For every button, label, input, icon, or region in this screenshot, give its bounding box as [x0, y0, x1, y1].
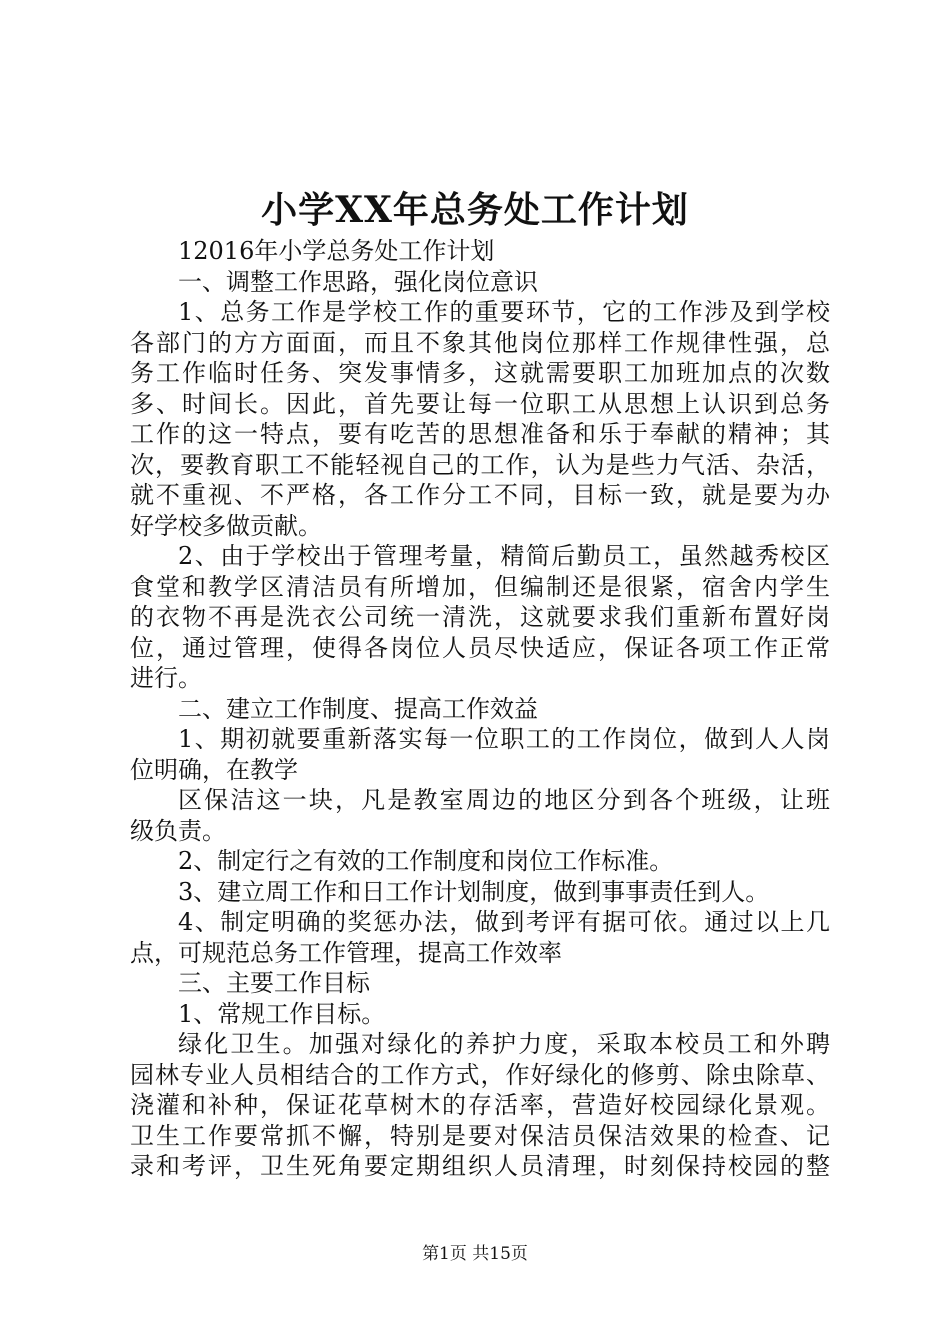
paragraph-line: 园林专业人员相结合的工作方式，作好绿化的修剪、除虫除草、	[130, 1060, 830, 1089]
paragraph-line: 1、总务工作是学校工作的重要环节，它的工作涉及到学校	[178, 298, 830, 326]
paragraph-line: 进行。	[130, 664, 202, 692]
paragraph-line: 次，要教育职工不能轻视自己的工作，认为是些力气活、杂活，	[130, 450, 830, 479]
page-number-footer: 第1页 共15页	[422, 1244, 528, 1264]
paragraph-line: 点，可规范总务工作管理，提高工作效率	[130, 938, 562, 967]
subsection-heading: 1、常规工作目标。	[178, 999, 386, 1028]
paragraph-line: 食堂和教学区清洁员有所增加，但编制还是很紧，宿舍内学生	[130, 572, 830, 601]
paragraph-line: 3、建立周工作和日工作计划制度，做到事事责任到人。	[178, 877, 770, 906]
paragraph-line: 级负责。	[130, 816, 226, 845]
paragraph-line: 各部门的方方面面，而且不象其他岗位那样工作规律性强，总	[130, 328, 830, 357]
paragraph-line: 2、由于学校出于管理考量，精简后勤员工，虽然越秀校区	[178, 542, 830, 570]
paragraph-line: 多、时间长。因此，首先要让每一位职工从思想上认识到总务	[130, 389, 830, 418]
section-heading-1: 一、调整工作思路，强化岗位意识	[178, 267, 538, 296]
paragraph-line: 务工作临时任务、突发事情多，这就需要职工加班加点的次数	[130, 359, 830, 387]
paragraph-line: 浇灌和补种，保证花草树木的存活率，营造好校园绿化景观。	[130, 1091, 830, 1119]
document-title: 小学XX年总务处工作计划	[261, 189, 689, 231]
paragraph-line: 2、制定行之有效的工作制度和岗位工作标准。	[178, 847, 674, 875]
subtitle-line: 12016年小学总务处工作计划	[178, 237, 495, 265]
document-body	[130, 236, 830, 1182]
paragraph-line: 好学校多做贡献。	[130, 511, 322, 540]
section-heading-3: 三、主要工作目标	[178, 969, 370, 997]
paragraph-line: 就不重视、不严格，各工作分工不同，目标一致，就是要为办	[130, 481, 830, 509]
paragraph-line: 4、制定明确的奖惩办法，做到考评有据可依。通过以上几	[178, 908, 830, 936]
paragraph-line: 录和考评，卫生死角要定期组织人员清理，时刻保持校园的整	[130, 1152, 830, 1180]
paragraph-line: 卫生工作要常抓不懈，特别是要对保洁员保洁效果的检查、记	[130, 1121, 830, 1150]
paragraph-line: 工作的这一特点，要有吃苦的思想准备和乐于奉献的精神；其	[130, 420, 830, 448]
paragraph-line: 区保洁这一块，凡是教室周边的地区分到各个班级，让班	[178, 786, 830, 814]
paragraph-line: 绿化卫生。加强对绿化的养护力度，采取本校员工和外聘	[178, 1030, 830, 1058]
paragraph-line: 的衣物不再是洗衣公司统一清洗，这就要求我们重新布置好岗	[130, 603, 830, 631]
paragraph-line: 位，通过管理，使得各岗位人员尽快适应，保证各项工作正常	[130, 633, 830, 662]
section-heading-2: 二、建立工作制度、提高工作效益	[178, 694, 538, 723]
paragraph-line: 位明确，在教学	[130, 755, 298, 784]
paragraph-line: 1、期初就要重新落实每一位职工的工作岗位，做到人人岗	[178, 725, 830, 753]
